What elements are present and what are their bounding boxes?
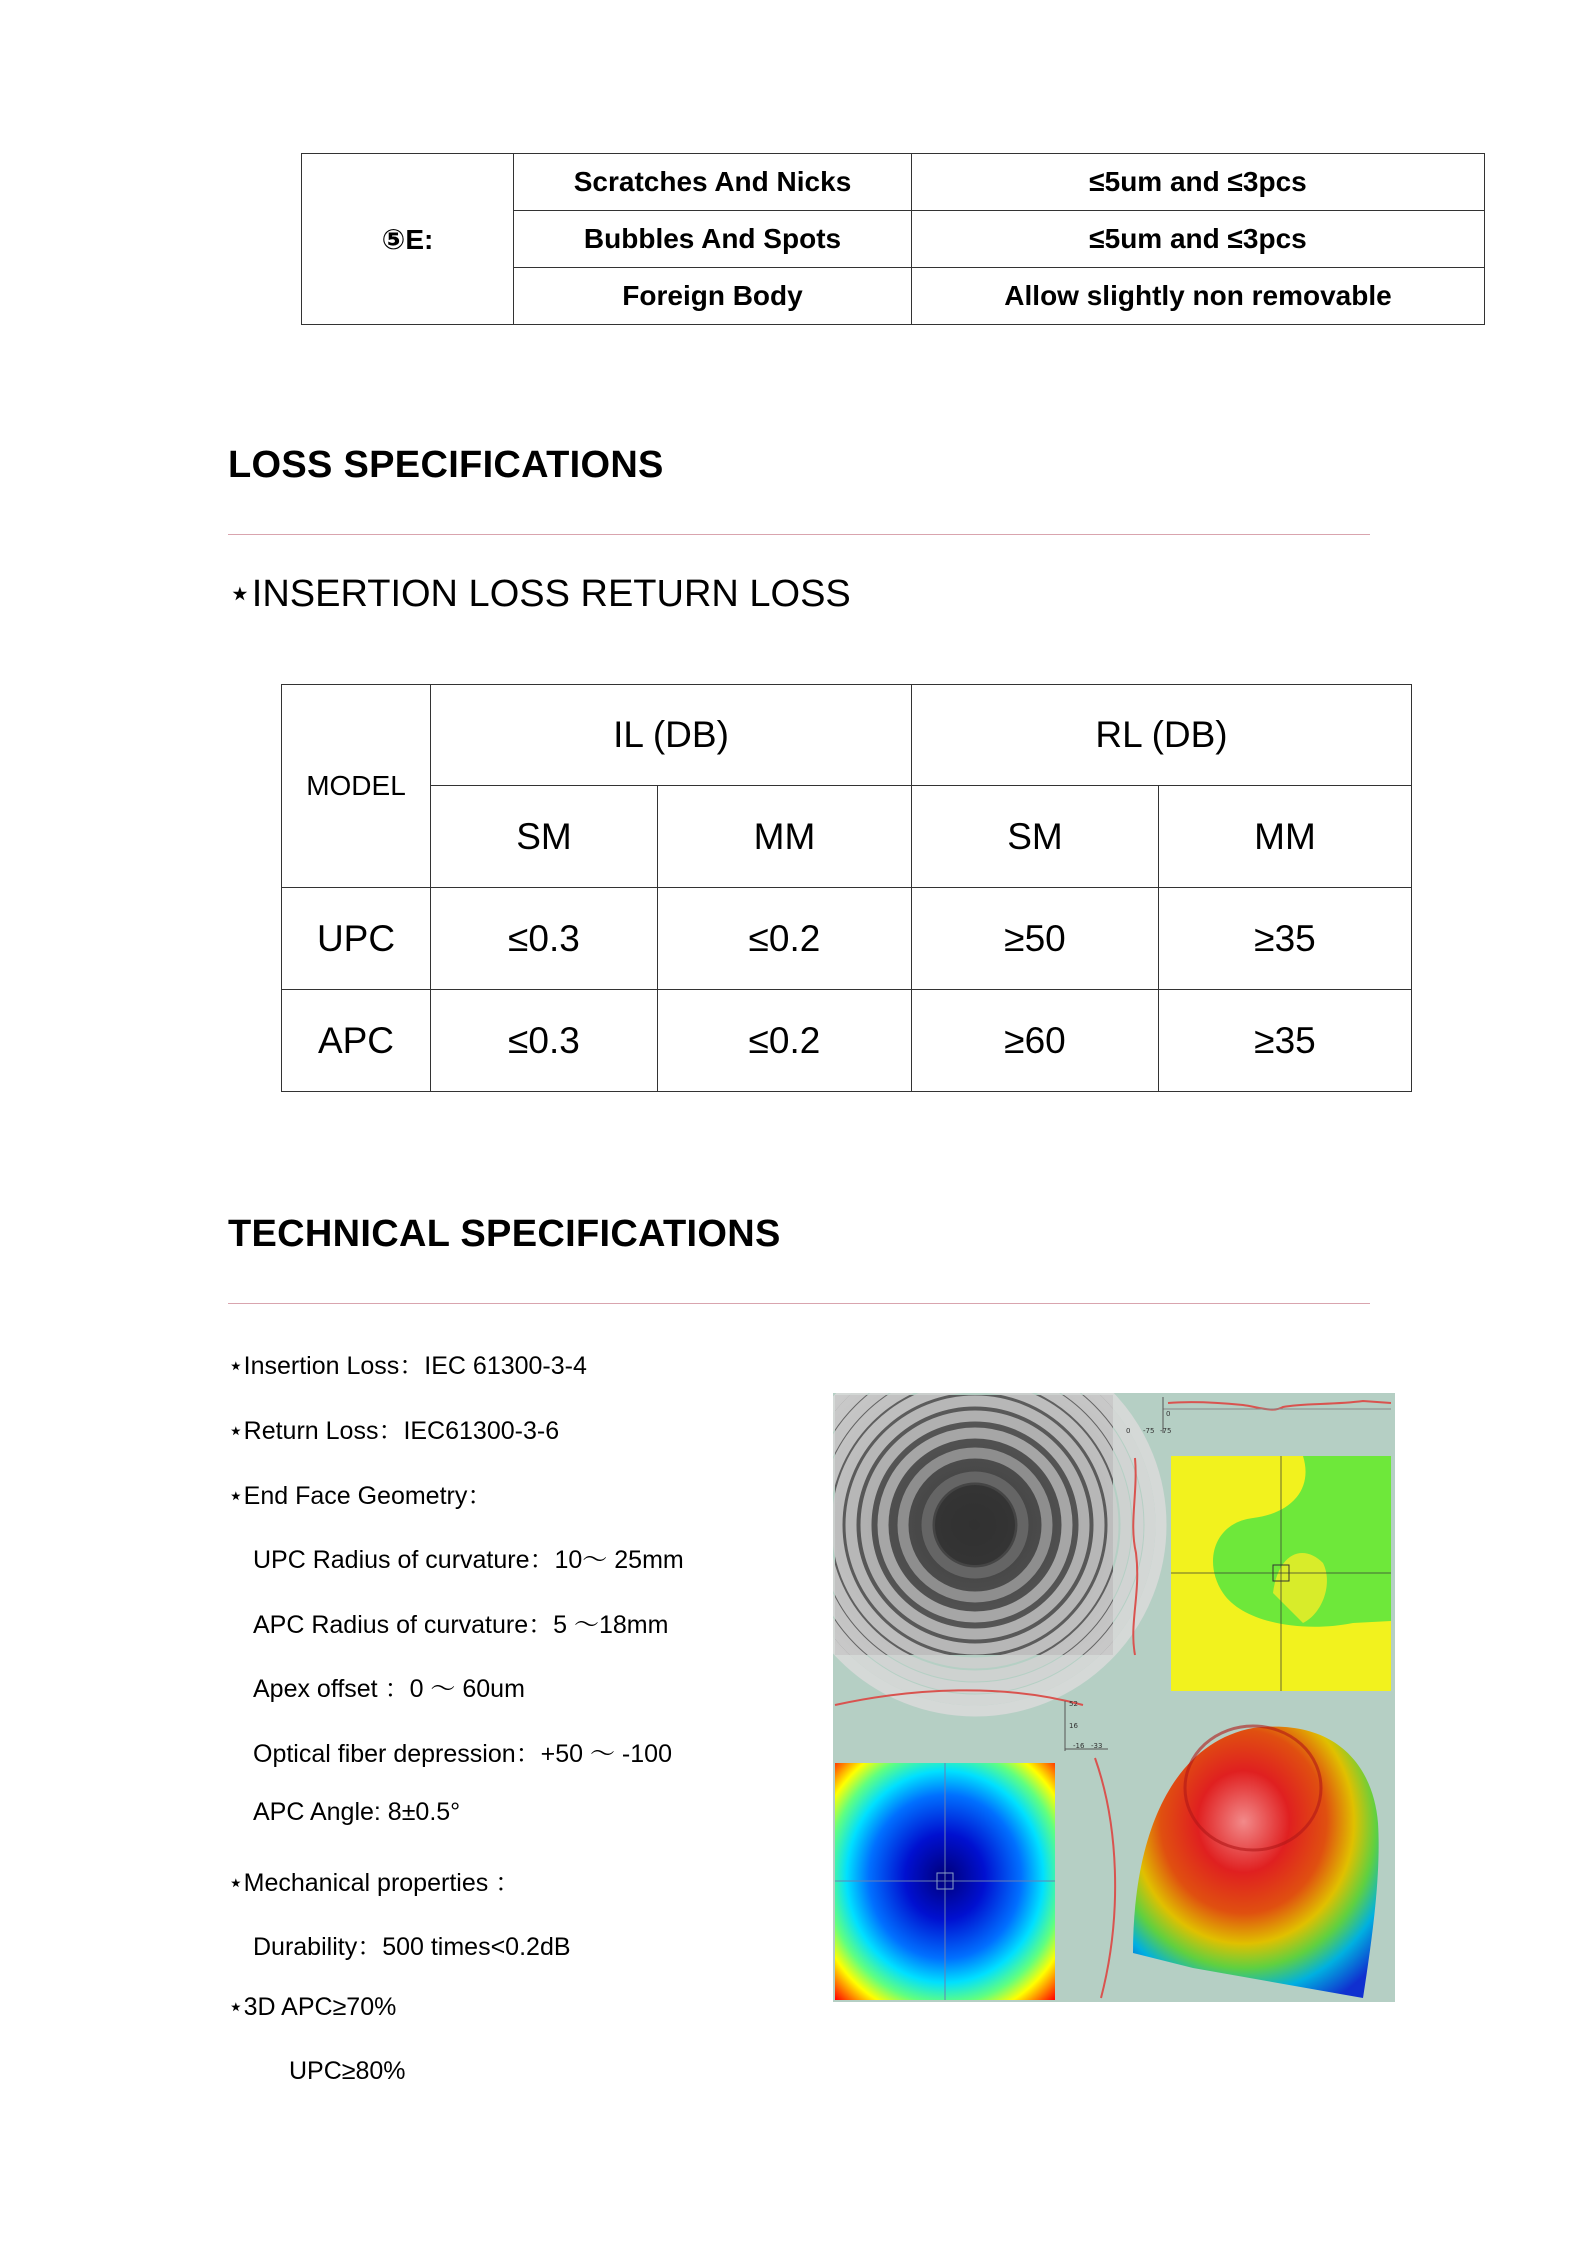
table-cell: ≥60 [912, 990, 1159, 1092]
axis-tick-label: -75 [1160, 1427, 1172, 1435]
table-cell: ≥50 [912, 888, 1159, 990]
spec-line: UPC Radius of curvature：10～ 25mm [253, 1546, 684, 1574]
interferometry-graphic [833, 1393, 1395, 2002]
rl-header: RL (DB) [912, 685, 1412, 786]
table-cell: ≤0.2 [658, 888, 912, 990]
profile-trace-arc [1095, 1758, 1115, 1998]
spec-line: ⋆Return Loss：IEC61300-3-6 [228, 1417, 560, 1445]
sub-header: SM [912, 786, 1159, 888]
axis-tick-label: 0 [1126, 1427, 1131, 1435]
loss-subheading: ⋆INSERTION LOSS RETURN LOSS [228, 573, 851, 615]
table-cell: ≥35 [1159, 888, 1412, 990]
spec-line: ⋆Mechanical properties ： [228, 1869, 521, 1897]
spec-line: APC Angle: 8±0.5° [253, 1798, 461, 1826]
table-row [282, 888, 1412, 990]
fringe-center [935, 1485, 1015, 1565]
spec-line: ⋆Insertion Loss：IEC 61300-3-4 [228, 1352, 587, 1380]
loss-table [281, 684, 1412, 1092]
spec-line: ⋆End Face Geometry： [228, 1482, 493, 1510]
table-cell: ≤0.2 [658, 990, 912, 1092]
end-face-table [301, 153, 1485, 325]
spec-line: Apex offset ：0 ～ 60um [253, 1675, 525, 1703]
table-cell: ≤0.3 [431, 888, 658, 990]
3d-surface-render [1133, 1727, 1379, 1998]
table-cell: ≤5um and ≤3pcs [912, 154, 1485, 211]
axis-tick-label: -16 [1073, 1742, 1085, 1750]
profile-trace-top [1168, 1401, 1391, 1410]
model-header: MODEL [282, 685, 431, 888]
sub-header: MM [658, 786, 912, 888]
table-row [282, 990, 1412, 1092]
row-model: UPC [282, 888, 431, 990]
axis-tick-label: 52 [1069, 1700, 1078, 1708]
sub-header: MM [1159, 786, 1412, 888]
il-header: IL (DB) [431, 685, 912, 786]
axis-tick-label: 16 [1069, 1722, 1078, 1730]
row-model: APC [282, 990, 431, 1092]
tech-section-heading: TECHNICAL SPECIFICATIONS [228, 1213, 781, 1255]
spec-line: Optical fiber depression：+50 ～ -100 [253, 1740, 672, 1768]
spec-line: ⋆3D APC≥70% [228, 1993, 397, 2021]
section-divider [228, 534, 1370, 535]
table-cell: ≥35 [1159, 990, 1412, 1092]
table-cell: Allow slightly non removable [912, 268, 1485, 325]
axis-tick-label: -33 [1091, 1742, 1103, 1750]
section-divider [228, 1303, 1370, 1304]
table-cell: ≤0.3 [431, 990, 658, 1092]
axis-tick-label: 0 [1166, 1410, 1171, 1418]
axis-tick-label: -75 [1143, 1427, 1155, 1435]
spec-line: Durability：500 times<0.2dB [253, 1933, 571, 1961]
table-cell: Foreign Body [514, 268, 912, 325]
sub-header: SM [431, 786, 658, 888]
end-face-label: ⑤E: [302, 154, 514, 325]
table-cell: Bubbles And Spots [514, 211, 912, 268]
end-face-interferometry-image [833, 1393, 1395, 2002]
loss-section-heading: LOSS SPECIFICATIONS [228, 444, 664, 486]
table-cell: Scratches And Nicks [514, 154, 912, 211]
spec-line: APC Radius of curvature：5 ～18mm [253, 1611, 669, 1639]
spec-line: UPC≥80% [289, 2057, 406, 2085]
table-cell: ≤5um and ≤3pcs [912, 211, 1485, 268]
